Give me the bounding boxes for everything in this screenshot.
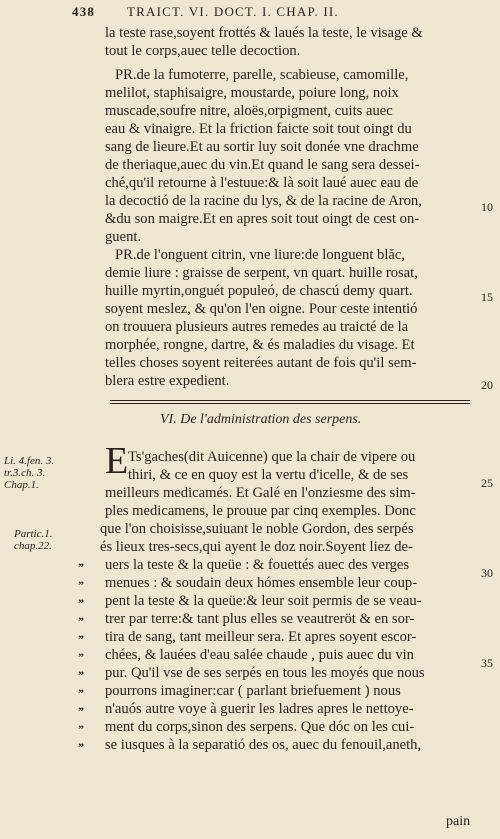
section-title: VI. De l'administration des serpens. [160, 412, 362, 427]
text-line: huille myrtin,onguét populeó, de chascú demy quart. [105, 283, 413, 299]
running-header [72, 4, 482, 22]
line-number: 25 [481, 476, 493, 490]
quote-mark: ” [78, 632, 84, 646]
line-number: 10 [481, 200, 493, 214]
text-line: la decoctió de la racine du lys, & de la racine de Aron, [105, 193, 422, 209]
text-line: ples medicamens, le prouue par cinq exemples. Donc [105, 503, 416, 519]
line-number: 30 [481, 566, 493, 580]
quote-mark: ” [78, 560, 84, 574]
text-line: PR.de l'onguent citrin, vne liure:de longuent blăc, [115, 247, 405, 263]
text-line: la teste rase,soyent frottés & laués la teste, le visage & [105, 25, 423, 41]
line-number: 35 [481, 656, 493, 670]
margin-note-2: Partic.1. chap.22. [14, 528, 53, 552]
text-line: se iusques à la separatió des os, auec du fenouil,aneth, [105, 737, 422, 753]
running-title: TRAICT. VI. DOCT. I. CHAP. II. [127, 4, 339, 19]
text-line: thiri, & ce en quoy est la vertu d'icelle, & de ses [128, 467, 409, 483]
text-line: ment du corps,sinon des serpens. Que dóc on les cui- [105, 719, 415, 735]
text-line: pourrons imaginer:car ( parlant briefuement ) nous [105, 683, 401, 699]
text-line: PR.de la fumoterre, parelle, scabieuse, camomille, [115, 67, 409, 83]
text-line: muscade,soufre nitre, aloës,orpigment, cuits auec [105, 103, 393, 119]
text-line: sang de lieure.Et au sortir luy soit donée vne drachme [105, 139, 419, 155]
text-line: melilot, staphisaigre, moustarde, poiure long, noix [105, 85, 399, 101]
line-number: 15 [481, 290, 493, 304]
text-line: que l'on choisisse,suiuant le noble Gordon, des serpés [100, 521, 414, 537]
text-line: eau & vinaigre. Et la friction faicte soit tout oingt du [105, 121, 412, 137]
text-line: guent. [105, 229, 142, 245]
text-line: de theriaque,auec du vin.Et quand le sang sera dessei- [105, 157, 420, 173]
quote-mark: ” [78, 596, 84, 610]
text-line: meilleurs medicamés. Et Galé en l'onziesme des sim- [105, 485, 416, 501]
drop-cap: E [105, 440, 129, 482]
quote-mark: ” [78, 578, 84, 592]
text-line: uers la teste & la queüe : & fouettés auec des verges [105, 557, 410, 573]
line-number: 20 [481, 378, 493, 392]
text-line: ché,qu'il retourne à l'estuue:& là soit laué auec eau de [105, 175, 419, 191]
section-rule [110, 400, 470, 404]
page-number: 438 [72, 4, 96, 19]
quote-mark: ” [78, 668, 84, 682]
text-line: n'auós autre voye à guerir les ladres apres le nettoye- [105, 701, 414, 717]
margin-note-1: Li. 4.fen. 3. tr.3.ch. 3. Chap.1. [4, 455, 55, 491]
text-line: és lieux tres-secs,qui ayent le doz noir.Soyent liez de- [100, 539, 413, 555]
text-line: tira de sang, tant meilleur sera. Et apres soyent escor- [105, 629, 417, 645]
text-line: pent la teste & la queüe:& leur soit permis de se veau- [105, 593, 422, 609]
text-line: menues : & soudain deux hómes ensemble leur coup- [105, 575, 418, 591]
quote-mark: ” [78, 704, 84, 718]
text-line: soyent meslez, & qu'on l'en oigne. Pour ceste intentió [105, 301, 418, 317]
quote-mark: ” [78, 740, 84, 754]
text-line: blera estre expedient. [105, 373, 230, 389]
text-line: telles choses soyent reiterées autant de fois qu'il sem- [105, 355, 417, 371]
text-line: tout le corps,auec telle decoction. [105, 43, 301, 59]
text-line: on trouuera plusieurs autres remedes au traicté de la [105, 319, 409, 335]
text-line: pur. Qu'il vse de ses serpés en tous les moyés que nous [105, 665, 425, 681]
quote-mark: ” [78, 614, 84, 628]
text-line: Ts'gaches(dit Auicenne) que la chair de vipere ou [128, 449, 416, 465]
text-line: &du son maigre.Et en apres soit tout oingt de cest on- [105, 211, 420, 227]
text-line: morphée, rongne, dartre, & és maladies du visage. Et [105, 337, 415, 353]
quote-mark: ” [78, 722, 84, 736]
text-line: trer par terre:& tant plus elles se veautreröt & en sor- [105, 611, 415, 627]
text-line: chées, & lauées d'eau salée chaude , puis auec du vin [105, 647, 414, 663]
text-line: demie liure : graisse de serpent, vn quart. huille rosat, [105, 265, 418, 281]
catchword: pain [446, 814, 471, 829]
quote-mark: ” [78, 686, 84, 700]
quote-mark: ” [78, 650, 84, 664]
